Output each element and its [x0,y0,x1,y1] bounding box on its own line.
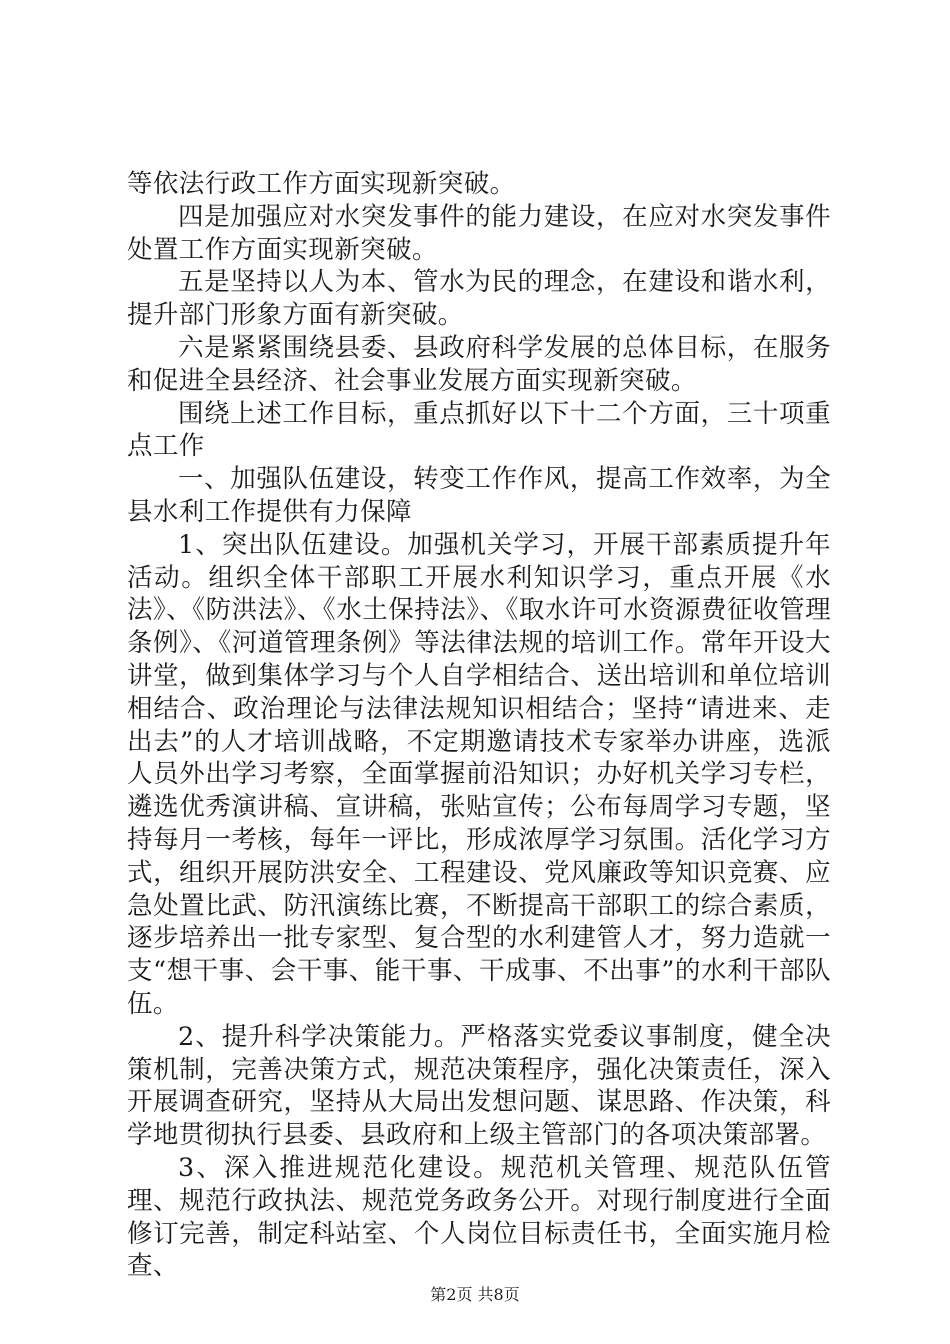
paragraph: 围绕上述工作目标，重点抓好以下十二个方面，三十项重点工作 [127,398,831,462]
section-heading: 一、加强队伍建设，转变工作作风，提高工作效率，为全县水利工作提供有力保障 [127,464,831,527]
page-number-footer: 第2页 共8页 [430,1285,520,1304]
paragraph: 四是加强应对水突发事件的能力建设，在应对水突发事件处置工作方面实现新突破。 [127,201,831,265]
paragraph: 六是紧紧围绕县委、县政府科学发展的总体目标，在服务和促进全县经济、社会事业发展方面实现新突破。 [127,332,831,396]
paragraph: 2、提升科学决策能力。严格落实党委议事制度，健全决策机制，完善决策方式，规范决策程序，强化决策责任，深入开展调查研究，坚持从大局出发想问题、谋思路、作决策，科学地贯彻执行县委、县政府和上级主管部门的各项决策部署。 [127,1021,831,1151]
document-body [127,168,831,1283]
paragraph: 3、深入推进规范化建设。规范机关管理、规范队伍管理、规范行政执法、规范党务政务公开。对现行制度进行全面修订完善，制定科站室、个人岗位目标责任书，全面实施月检查、 [127,1152,831,1282]
paragraph: 1、突出队伍建设。加强机关学习，开展干部素质提升年活动。组织全体干部职工开展水利知识学习，重点开展《水法》、《防洪法》、《水土保持法》、《取水许可水资源费征收管理条例》、《河道管理条例》等法律法规的培训工作。常年开设大讲堂，做到集体学习与个人自学相结合、送出培训和单位培训相结合、政治理论与法律法规知识相结合；坚持“请进来、走出去”的人才培训战略，不定期邀请技术专家举办讲座，选派人员外出学习考察，全面掌握前沿知识；办好机关学习专栏，遴选优秀演讲稿、宣讲稿，张贴宣传；公布每周学习专题，坚持每月一考核，每年一评比，形成浓厚学习氛围。活化学习方式，组织开展防洪安全、工程建设、党风廉政等知识竞赛、应急处置比武、防汛演练比赛，不断提高干部职工的综合素质，逐步培养出一批专家型、复合型的水利建管人才，努力造就一支“想干事、会干事、能干事、干成事、不出事”的水利干部队伍。 [127,529,831,1019]
paragraph: 等依法行政工作方面实现新突破。 [127,169,516,199]
paragraph: 五是坚持以人为本、管水为民的理念，在建设和谐水利，提升部门形象方面有新突破。 [127,267,831,331]
